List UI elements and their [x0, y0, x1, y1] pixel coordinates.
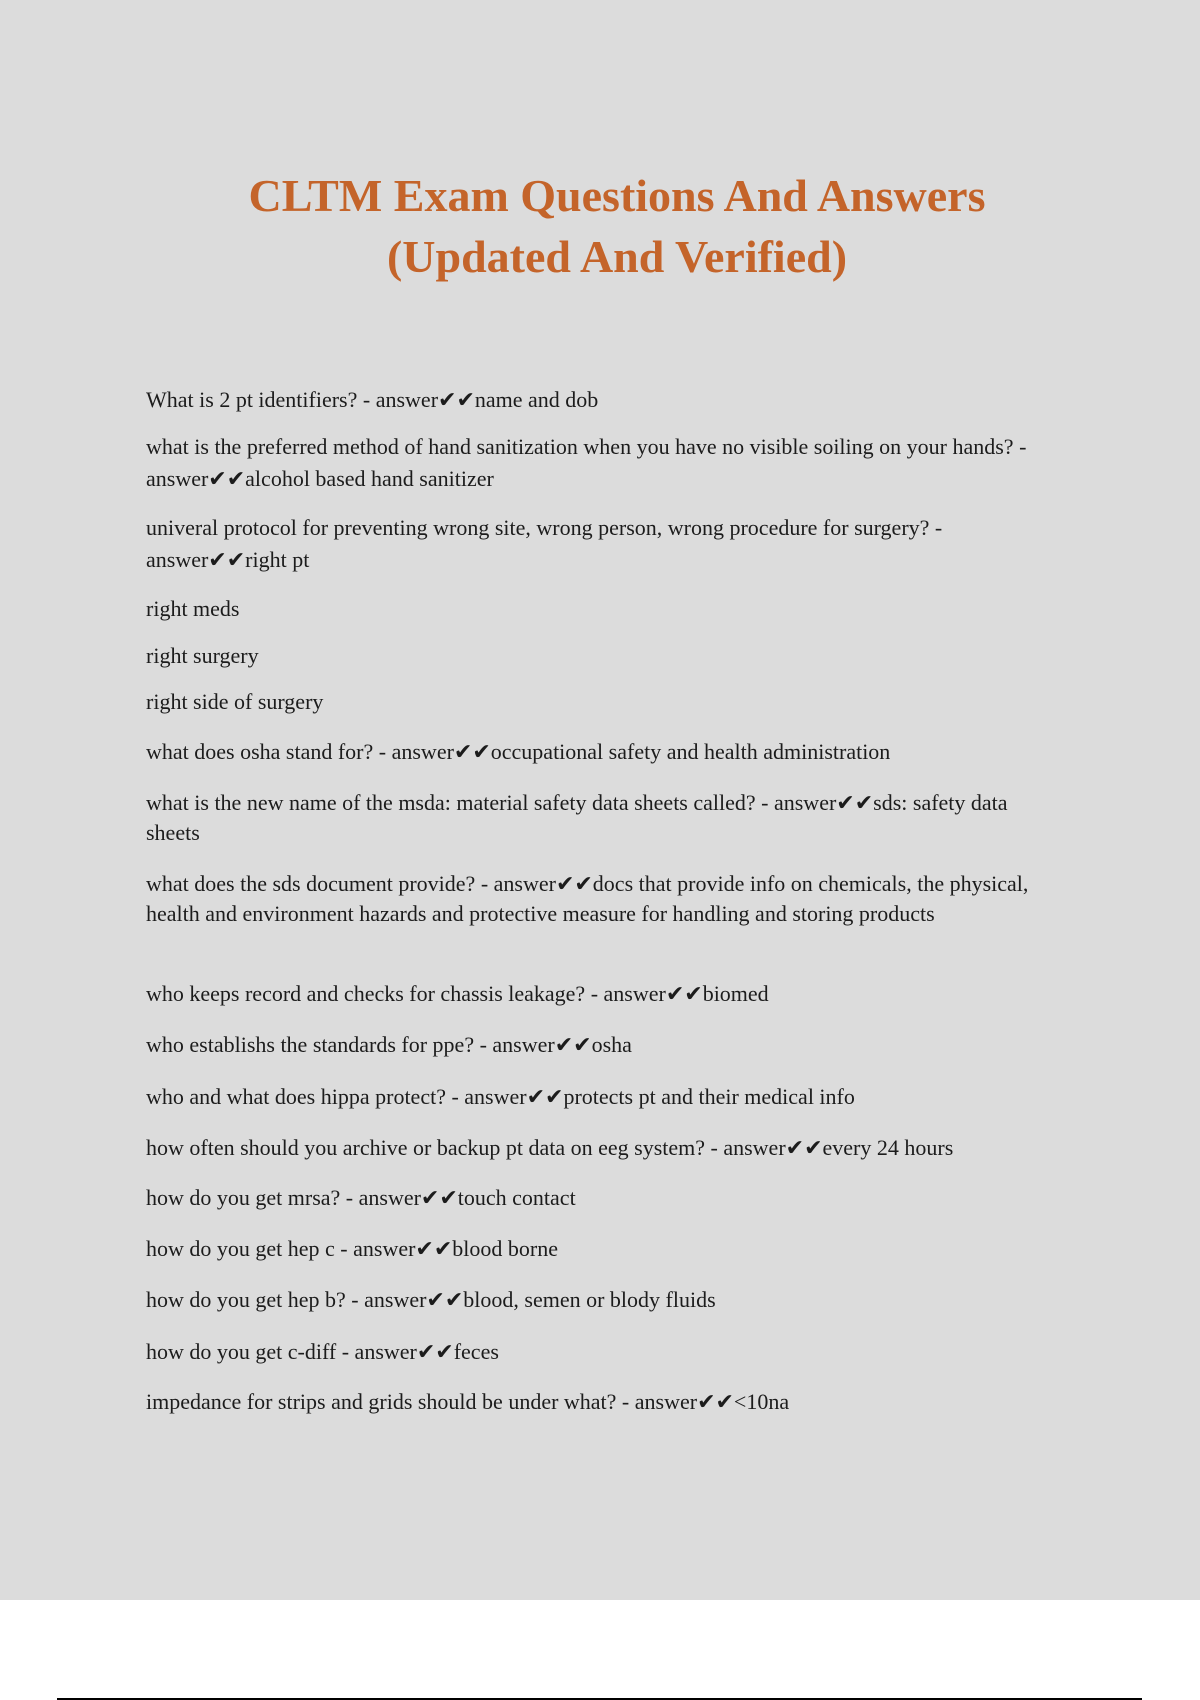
qa-item: right meds — [146, 596, 240, 621]
qa-item: What is 2 pt identifiers? - answer✔✔name and dob — [146, 387, 599, 412]
qa-item: how often should you archive or backup pt data on eeg system? - answer✔✔every 24 hours — [146, 1135, 954, 1160]
qa-item: who establishs the standards for ppe? - answer✔✔osha — [146, 1032, 632, 1057]
qa-item: univeral protocol for preventing wrong site, wrong person, wrong procedure for surgery? - answer✔✔right pt — [146, 515, 943, 572]
qa-item: how do you get hep b? - answer✔✔blood, semen or blody fluids — [146, 1287, 716, 1312]
qa-item: what is the preferred method of hand sanitization when you have no visible soiling on your hands? - answer✔✔alcohol based hand sanitizer — [146, 434, 1027, 491]
qa-item: what is the new name of the msda: material safety data sheets called? - answer✔✔sds: safety data sheets — [146, 790, 1008, 845]
title-line-2: (Updated And Verified) — [386, 231, 848, 282]
qa-item: what does osha stand for? - answer✔✔occupational safety and health administration — [146, 739, 891, 764]
qa-item: who and what does hippa protect? - answer✔✔protects pt and their medical info — [146, 1084, 855, 1109]
qa-item: how do you get hep c - answer✔✔blood borne — [146, 1236, 558, 1261]
qa-item: right surgery — [146, 643, 259, 668]
qa-item: how do you get c-diff - answer✔✔feces — [146, 1339, 499, 1364]
title-line-1: CLTM Exam Questions And Answers — [248, 170, 986, 221]
document-title — [0, 165, 1200, 287]
qa-item: right side of surgery — [146, 689, 324, 714]
qa-item: who keeps record and checks for chassis leakage? - answer✔✔biomed — [146, 981, 769, 1006]
qa-item: how do you get mrsa? - answer✔✔touch contact — [146, 1185, 576, 1210]
qa-item: impedance for strips and grids should be under what? - answer✔✔<10na — [146, 1389, 790, 1414]
qa-item: what does the sds document provide? - answer✔✔docs that provide info on chemicals, the physical, health and environment hazards and protective measure for handling and storing products — [146, 871, 1029, 926]
